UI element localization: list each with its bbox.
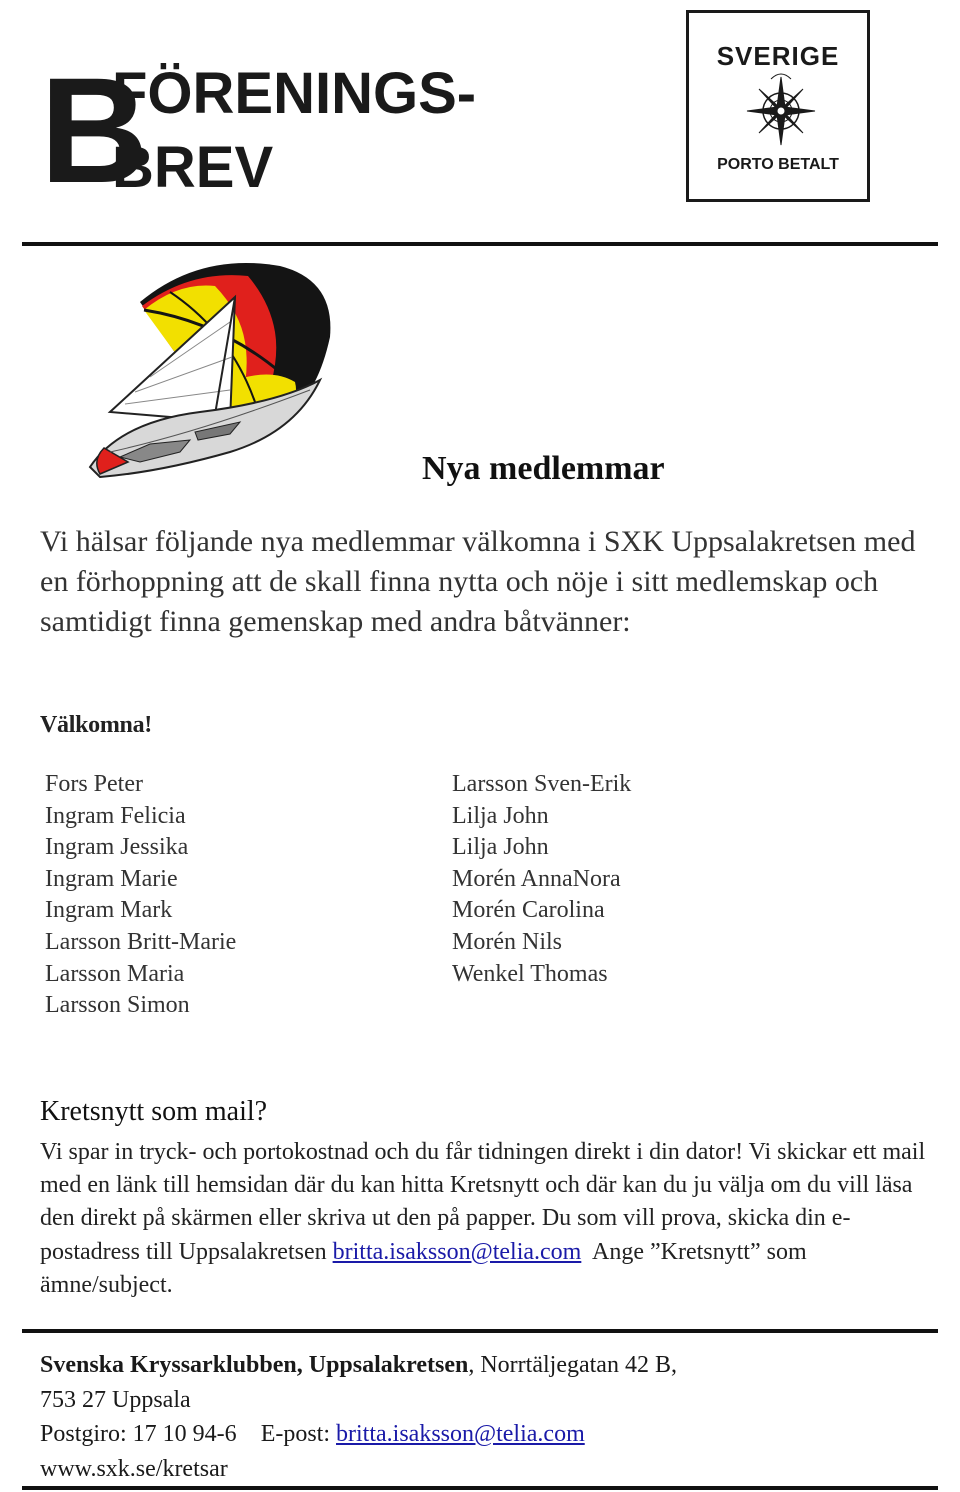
member-name: Lilja John [452,802,549,829]
footer-postgiro: Postgiro: 17 10 94-6 [40,1421,237,1447]
footer-email-link[interactable]: britta.isaksson@telia.com [336,1421,585,1447]
footer-divider-top [22,1329,938,1333]
kretsnytt-heading: Kretsnytt som mail? [40,1096,268,1127]
member-name: Ingram Jessika [45,834,189,861]
logo-line-2: BREV [112,135,274,200]
kretsnytt-body: Vi spar in tryck- och portokostnad och du får tidningen direkt i din dator! Vi skickar ett mail med en länk till hemsidan där du kan hitta Kretsnytt och där kan du ju välja om du vill läsa den direkt på skärmen eller skriva ut den på papper. Du som vill prova, skicka din e-postadress till Uppsalakretsen [40,1139,926,1265]
member-name: Lilja John [452,834,549,861]
footer-postal: 753 27 Uppsala [40,1386,191,1413]
footer-contact-line [40,1417,920,1452]
compass-rose-icon [741,67,821,151]
footer-email-label: E-post: [260,1421,331,1447]
logo-letter: B [40,46,145,214]
logo-line-1: FÖRENINGS- [112,61,477,126]
header-divider [22,242,938,246]
footer-divider-bottom [22,1486,938,1490]
member-name: Ingram Mark [45,897,173,924]
member-name: Larsson Maria [45,960,185,987]
member-name: Morén Nils [452,928,562,955]
postage-stamp [686,10,870,202]
member-name: Wenkel Thomas [452,960,608,987]
member-name: Morén AnnaNora [452,865,621,892]
footer [40,1348,920,1486]
kretsnytt-email-link[interactable]: britta.isaksson@telia.com [332,1238,582,1265]
footer-org: Svenska Kryssarklubben, Uppsalakretsen [40,1352,469,1378]
member-list-left [45,769,236,1022]
member-name: Larsson Sven-Erik [452,771,632,797]
stamp-porto: PORTO BETALT [717,156,839,173]
footer-address: , Norrtäljegatan 42 B, [468,1352,677,1378]
member-name: Larsson Britt-Marie [45,928,237,955]
intro-paragraph: Vi hälsar följande nya medlemmar välkomna i SXK Uppsalakretsen med en förhoppning att de skall finna nytta och nöje i sitt medlemskap och samtidigt finna gemenskap med andra båtvänner: [40,525,916,638]
welcome-label: Välkomna! [40,712,152,738]
kretsnytt-suffix: Ange ”Kretsnytt” som ämne/subject. [40,1238,807,1298]
stamp-country: SVERIGE [716,41,840,71]
member-name: Ingram Felicia [45,802,186,829]
member-name: Larsson Simon [45,992,190,1019]
member-list-right [452,769,631,990]
sailboat-illustration [80,262,355,487]
member-name: Morén Carolina [452,897,605,924]
footer-website[interactable]: www.sxk.se/kretsar [40,1455,228,1482]
page-heading: Nya medlemmar [422,450,665,487]
member-name: Fors Peter [45,771,143,797]
foreningsbrev-logo [40,46,480,214]
footer-org-line [40,1348,920,1383]
member-name: Ingram Marie [45,865,178,892]
kretsnytt-paragraph [40,1136,930,1302]
